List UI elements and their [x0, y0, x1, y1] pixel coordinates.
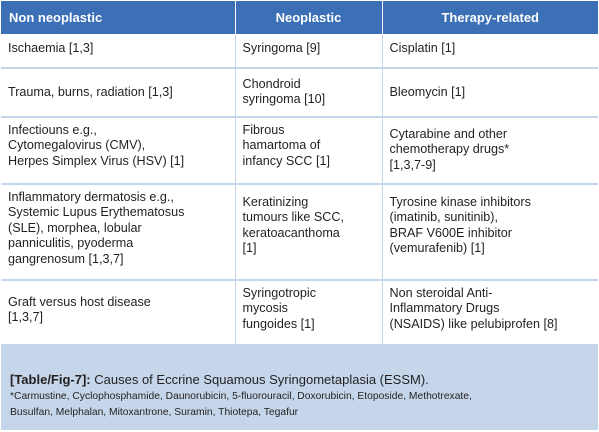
cell-neoplastic: Chondroid syringoma [10]	[235, 68, 382, 117]
table-row	[1, 68, 598, 117]
caption-label: [Table/Fig-7]:	[10, 372, 91, 387]
causes-table	[1, 1, 598, 346]
cell-therapy-related: Non steroidal Anti- Inflammatory Drugs (NSAIDS) like pelubiprofen [8]	[382, 280, 598, 345]
cell-neoplastic: Fibrous hamartoma of infancy SCC [1]	[235, 117, 382, 184]
header-neoplastic: Neoplastic	[235, 1, 382, 35]
cell-non-neoplastic: Graft versus host disease [1,3,7]	[1, 280, 235, 345]
cell-non-neoplastic: Inflammatory dermatosis e.g., Systemic Lupus Erythematosus (SLE), morphea, lobular panniculitis, pyoderma gangrenosum [1,3,7]	[1, 184, 235, 280]
caption-text: Causes of Eccrine Squamous Syringometaplasia (ESSM).	[90, 372, 429, 387]
cell-therapy-related: Cisplatin [1]	[382, 35, 598, 68]
cell-non-neoplastic: Ischaemia [1,3]	[1, 35, 235, 68]
cell-neoplastic: Syringoma [9]	[235, 35, 382, 68]
table-row	[1, 117, 598, 184]
table-figure	[1, 1, 598, 430]
header-non-neoplastic: Non neoplastic	[1, 1, 235, 35]
cell-therapy-related: Bleomycin [1]	[382, 68, 598, 117]
cell-neoplastic: Keratinizing tumours like SCC, keratoacanthoma [1]	[235, 184, 382, 280]
cell-non-neoplastic: Infectiouns e.g., Cytomegalovirus (CMV), Herpes Simplex Virus (HSV) [1]	[1, 117, 235, 184]
table-header-row	[1, 1, 598, 35]
caption-footnote: *Carmustine, Cyclophosphamide, Daunorubicin, 5-fluorouracil, Doxorubicin, Etoposide, Methotrexate, Busulfan, Melphalan, Mitoxantrone, Suramin, Thiotepa, Tegafur	[10, 391, 472, 418]
cell-neoplastic: Syringotropic mycosis fungoides [1]	[235, 280, 382, 345]
table-row	[1, 184, 598, 280]
cell-therapy-related: Tyrosine kinase inhibitors (imatinib, sunitinib), BRAF V600E inhibitor (vemurafenib) [1]	[382, 184, 598, 280]
header-therapy-related: Therapy-related	[382, 1, 598, 35]
caption-line	[10, 371, 589, 388]
cell-therapy-related: Cytarabine and other chemotherapy drugs* [1,3,7-9]	[382, 117, 598, 184]
table-caption	[1, 366, 598, 430]
cell-non-neoplastic: Trauma, burns, radiation [1,3]	[1, 68, 235, 117]
table-row	[1, 35, 598, 68]
table-row	[1, 280, 598, 345]
